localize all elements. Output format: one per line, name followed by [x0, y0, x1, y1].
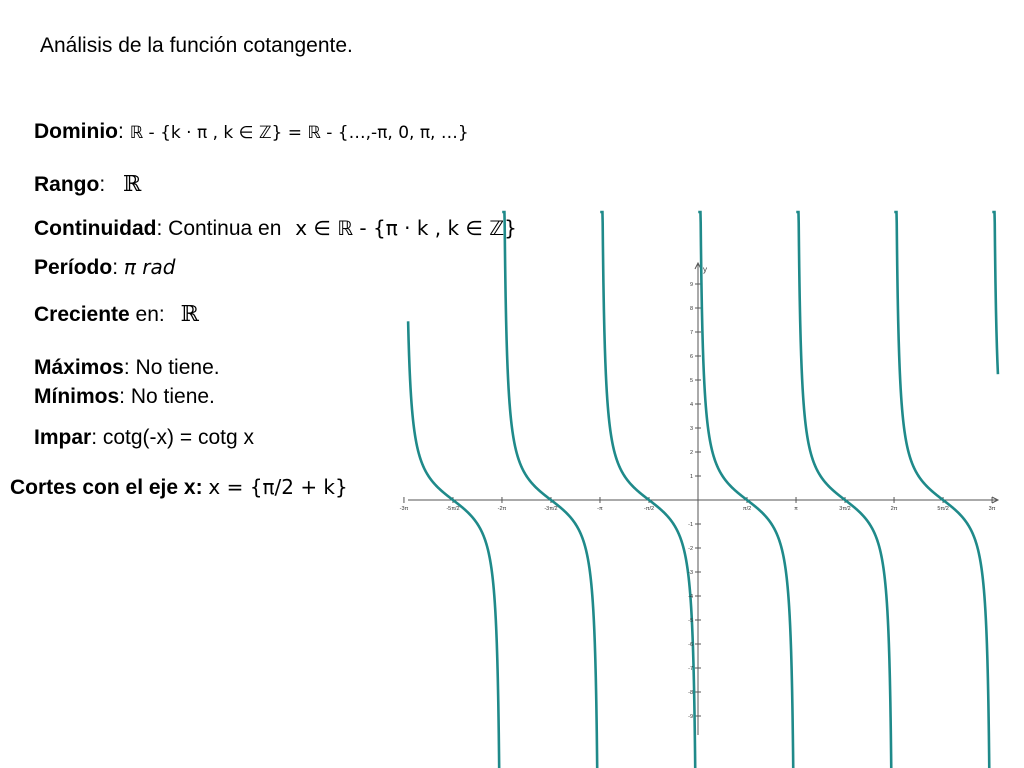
rango-sep: :: [99, 173, 106, 196]
maximos-text: : No tiene.: [123, 356, 220, 379]
cotangent-graph: [399, 263, 998, 735]
x-tick-label: -5π/2: [446, 506, 460, 512]
dominio-label: Dominio: [34, 120, 118, 143]
x-tick-label: -π: [597, 506, 603, 512]
page-title: Análisis de la función cotangente.: [40, 34, 353, 57]
x-tick-label: 2π: [890, 506, 898, 512]
cortes-label: Cortes con el eje x:: [10, 476, 203, 499]
dominio-formula: ℝ - {k · π , k ∈ ℤ} = ℝ - {…,-π, 0, π, …}: [129, 123, 469, 143]
y-tick-label: 4: [689, 402, 693, 408]
cortes-formula: x = {π/2 + k}: [208, 475, 348, 499]
y-tick-label: -8: [688, 690, 693, 696]
y-tick-label: 9: [689, 282, 693, 288]
y-tick-label: -3: [688, 570, 693, 576]
dominio-row: [34, 120, 469, 144]
minimos-text: : No tiene.: [119, 385, 215, 408]
periodo-row: [34, 255, 175, 280]
y-tick-label: -6: [688, 642, 693, 648]
periodo-sep: :: [112, 256, 119, 279]
y-axis-label: y: [703, 265, 707, 274]
maximos-label: Máximos: [34, 356, 124, 379]
periodo-label: Período: [34, 256, 113, 279]
minimos-label: Mínimos: [34, 385, 120, 408]
creciente-formula: ℝ: [180, 302, 199, 327]
y-tick-label: 2: [689, 450, 693, 456]
cotangent-branch: [894, 212, 992, 768]
cotangent-branch: [600, 212, 698, 768]
y-tick-label: -9: [688, 714, 693, 720]
y-tick-label: 1: [689, 474, 693, 480]
continuidad-label: Continuidad: [34, 217, 157, 240]
y-tick-label: 3: [689, 426, 693, 432]
x-tick-label: π/2: [742, 506, 752, 512]
y-tick-label: -4: [688, 594, 693, 600]
x-tick-label: -3π: [399, 506, 409, 512]
y-tick-label: 7: [689, 330, 693, 336]
y-tick-label: -5: [688, 618, 693, 624]
maximos-row: [34, 356, 220, 380]
continuidad-text: : Continua en: [156, 217, 282, 240]
creciente-text: en:: [129, 303, 165, 326]
x-tick-label: 5π/2: [937, 506, 949, 512]
x-tick-label: -π/2: [643, 506, 655, 512]
cortes-row: [10, 475, 348, 500]
graph-axes: [404, 263, 998, 735]
cotangent-branch: [698, 212, 796, 768]
cotangent-branch: [992, 212, 998, 374]
x-tick-label: 3π/2: [839, 506, 851, 512]
y-tick-label: -2: [688, 546, 693, 552]
x-tick-label: π: [794, 506, 798, 512]
impar-row: [34, 426, 254, 450]
periodo-formula: π rad: [123, 255, 176, 279]
rango-label: Rango: [34, 173, 100, 196]
y-tick-label: 6: [689, 354, 693, 360]
cotangent-branch: [796, 212, 894, 768]
y-tick-label: -1: [688, 522, 693, 528]
dominio-sep: :: [118, 120, 124, 143]
x-tick-label: 3π: [988, 506, 996, 512]
graph-curves: [408, 212, 998, 768]
impar-text: : cotg(-x) = cotg x: [91, 426, 254, 449]
x-tick-label: -2π: [497, 506, 507, 512]
creciente-label: Creciente: [34, 303, 130, 326]
y-tick-label: 5: [689, 378, 693, 384]
rango-formula: ℝ: [123, 172, 142, 197]
cotangent-branch: [502, 212, 600, 768]
cotangent-branch: [408, 321, 502, 768]
impar-label: Impar: [34, 426, 92, 449]
y-tick-label: 8: [689, 306, 693, 312]
creciente-row: [34, 302, 199, 327]
continuidad-formula: x ∈ ℝ - {π · k , k ∈ ℤ}: [295, 216, 517, 240]
rango-row: [34, 172, 141, 197]
x-tick-label: -3π/2: [544, 506, 558, 512]
continuidad-row: [34, 216, 517, 241]
minimos-row: [34, 385, 215, 409]
y-tick-label: -7: [688, 666, 693, 672]
